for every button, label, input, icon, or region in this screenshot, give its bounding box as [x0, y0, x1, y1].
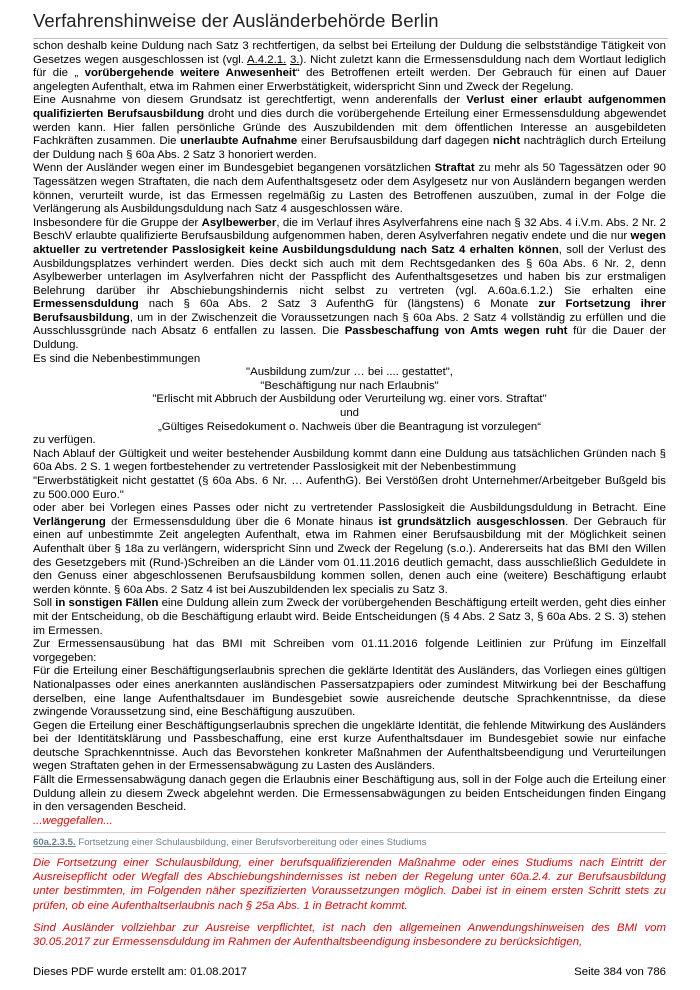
reference-link-a4[interactable]: A.4.2.1.: [247, 53, 287, 66]
bold-text: vorübergehende weitere Anwesenheit: [84, 67, 296, 80]
text: nachträglich durch Erteilung der Duldung nach § 60a Abs. 2 Satz 3 honoriert werden.: [33, 135, 666, 161]
text: droht und dies durch die vorübergehende Erteilung einer Ermessensduldung abgewendet werden kann. Hier fallen persönliche Gründe des Auszubildenden mit dem öffentlichen Interesse an ausgebildeten Fachkräften zusammen. Die: [33, 107, 666, 148]
condition-4: „Gültiges Reisedokument o. Nachweis über die Beantragung ist vorzulegen“: [157, 420, 542, 433]
bold-text: Ermessensduldung: [33, 298, 139, 311]
paragraph-8: "Erwerbstätigkeit nicht gestattet (§ 60a Abs. 6 Nr. … AufenthG). Bei Verstößen droht Unternehmer/Arbeitgeber Bußgeld bis zu 500.000 Euro.": [33, 475, 666, 501]
text: , soll der Verlust des Ausbildungsplatzes verhindert werden. Dies deckt sich auch mit dem Rechtsgedanken des § 60a Abs. 6 Nr. 2, denn Asylbewerber unterlagen im Asylverfahren nicht der Passpflicht des Aufenthaltsgesetzes und haben bis zur erstmaligen Belehrung darüber ihr Abschiebungshindernis nicht selbst zu vertreten (vgl. A.60a.6.1.2.) Sie erhalten eine: [33, 243, 666, 297]
page-title: Verfahrenshinweise der Ausländerbehörde Berlin: [33, 10, 439, 31]
text: einer Berufsausbildung darf dagegen: [297, 135, 493, 148]
paragraph-1: [33, 40, 666, 94]
bold-text: Passbeschaffung von Amts wegen ruht: [344, 325, 568, 338]
bold-text: unerlaubte Aufnahme: [180, 135, 298, 148]
text: Soll: [33, 597, 56, 610]
bold-text: zur Fortsetzung ihrer Berufsausbildung: [33, 298, 666, 324]
text: ). Nicht zuletzt kann die Ermessensduldung nach dem Wortlaut lediglich für die „: [33, 53, 666, 80]
section-number-link[interactable]: 60a.2.3.5.: [33, 837, 76, 849]
condition-2: "Beschäftigung nur nach Erlaubnis": [260, 379, 439, 392]
bold-text: Verlust einer erlaubt aufgenommen qualifizierten Berufsausbildung: [33, 94, 666, 120]
paragraph-13: Gegen die Erteilung einer Beschäftigungserlaubnis sprechen die ungeklärte Identität, die fehlende Mitwirkung des Ausländers bei der Identitätsklärung und Passbeschaffung, eine erst kurze Aufenthaltsdauer im Bundesgebiet sowie nur einfache deutsche Sprachkenntnisse. Auch das Bevorstehen konkreter Maßnahmen der Aufenthaltsbeendigung und Verurteilungen wegen Straftaten gehen in der Ermessensabwägung zu Lasten des Ausländers.: [33, 719, 666, 773]
bold-text: Asylbewerber: [201, 216, 277, 229]
text: zu mehr als 50 Tagessätzen oder 90 Tagessätzen wegen Straftaten, die nach dem Aufenthaltsgesetz oder dem Asylgesetz nur von Ausländern begangen werden können, verurteilt wurde, ist das Ermessen regelmäßig zu Lasten des Betroffenen auszuüben, zumal in der Folge die Verlängerung als Ausbildungsduldung nach Satz 4 ausgeschlossen wäre.: [33, 162, 666, 216]
text: . Der Gebrauch für einen auf unbestimmte Zeit angelegten Aufenthalt, etwa im Rahmen einer Berufsausbildung mit der Möglichkeit seinen Aufenthalt über § 18a zu verlängern, widerspricht Sinn und Zweck der Regelung (s.o.). Andererseits hat das BMI den Willen des Gesetzgebers mit (Rund-)Schreiben an die Länder vom 01.11.2016 deutlich gemacht, dass ausschließlich Geduldete in den Genuss einer abgeschlossenen Berufsausbildung kommen sollen, denen auch eine (weitere) Beschäftigung erlaubt werden könnte. § 60a Abs. 2 Satz 4 ist bei Auszubildenden lex specialis zu Satz 3.: [33, 515, 666, 596]
text: Wenn der Ausländer wegen einer im Bundesgebiet begangenen vorsätzlichen: [33, 162, 435, 175]
footer-page-number: Seite 384 von 786: [574, 966, 666, 978]
reference-link-3[interactable]: 3.: [289, 53, 300, 66]
bold-text: ist grundsätzlich ausgeschlossen: [378, 515, 566, 528]
footer-created-date: Dieses PDF wurde erstellt am: 01.08.2017: [33, 966, 247, 978]
section-title: Fortsetzung einer Schulausbildung, einer Berufsvorbereitung oder eines Studiums: [75, 837, 427, 849]
text: , um in der Zwischenzeit die Voraussetzungen nach § 60a Abs. 2 Satz 4 vollständig zu erfüllen und die Ausschlussgründe nach Absatz 6 entfallen zu lassen. Die: [33, 311, 666, 338]
paragraph-2: [33, 94, 666, 162]
text: Insbesondere für die Gruppe der: [33, 216, 202, 229]
paragraph-12: Für die Erteilung einer Beschäftigungserlaubnis sprechen die geklärte Identität des Ausländers, das Vorliegen eines gültigen Nationalpasses oder eines anerkannten ausländischen Passersatzpapiers oder zumindest Mitwirkung bei der Beschaffung derselben, eine lange Aufenthaltsdauer im Bundesgebiet sowie ausreichende deutsche Sprachkenntnisse, da diese zwingende Voraussetzung sind, eine Beschäftigung auszuüben.: [33, 665, 666, 719]
condition-1: "Ausbildung zum/zur … bei .... gestattet",: [246, 366, 453, 379]
document-body: [33, 40, 666, 949]
header-divider: [33, 38, 668, 39]
bold-text: Verlängerung: [33, 515, 106, 528]
removed-note: ...weggefallen...: [33, 814, 113, 827]
text: “ des Betroffenen erteilt werden. Der Gebrauch für einen auf Dauer angelegten Aufenthalt, etwa im Rahmen einer Erwerbstätigkeit, widerspricht Sinn und Zweck der Regelung.: [33, 67, 666, 93]
section-divider: [33, 853, 666, 854]
paragraph-9: [33, 502, 666, 597]
paragraph-11: Zur Ermessensausübung hat das BMI mit Schreiben vom 01.11.2016 folgende Leitlinien zur Prüfung im Einzelfall vorgegeben:: [33, 638, 666, 664]
condition-3: "Erlischt mit Abbruch der Ausbildung oder Verurteilung wg. einer vors. Straftat": [152, 393, 547, 406]
paragraph-4: [33, 217, 666, 353]
paragraph-14: Fällt die Ermessensabwägung danach gegen die Erlaubnis einer Beschäftigung aus, soll in der Folge auch die Erteilung einer Duldung allein zu diesem Zweck abgelehnt werden. Die Ermessensabwägungen zu beiden Entscheidungen finden Eingang in den versagenden Bescheid.: [33, 774, 666, 814]
page-header: [33, 10, 668, 39]
paragraph-3: [33, 162, 666, 216]
text: oder aber bei Vorlegen eines Passes oder nicht zu vertretender Passlosigkeit die Ausbildungsduldung in Betracht. Eine: [33, 502, 666, 515]
paragraph-6: zu verfügen.: [33, 434, 96, 447]
condition-and: und: [339, 407, 359, 420]
text: eine Duldung allein zum Zweck der vorübergehenden Beschäftigung erteilt werden, geht dies einher mit der Entscheidung, ob die Beschäftigung erlaubt wird. Beide Entscheidungen (§ 4 Abs. 2 Satz 3, § 60a Abs. 2 S. 3) stehen im Ermessen.: [33, 597, 666, 637]
bold-text: in sonstigen Fällen: [55, 597, 159, 610]
bold-text: Straftat: [434, 162, 475, 175]
text: Eine Ausnahme von diesem Grundsatz ist gerechtfertigt, wenn anderenfalls der: [33, 94, 467, 107]
text: nach § 60a Abs. 2 Satz 3 AufenthG für (längstens) 6 Monate: [138, 298, 539, 311]
text: für die Dauer der Duldung.: [33, 325, 667, 352]
paragraph-5: Es sind die Nebenbestimmungen: [33, 352, 201, 365]
paragraph-10: [33, 597, 666, 638]
red-paragraph-2: Sind Ausländer vollziehbar zur Ausreise verpflichtet, ist nach den allgemeinen Anwendungshinweisen des BMI vom 30.05.2017 zur Ermessensduldung im Rahmen der Aufenthaltsbeendigung insbesondere zu berücksichtigen,: [33, 921, 666, 949]
text: schon deshalb keine Duldung nach Satz 3 rechtfertigen, da selbst bei Erteilung der Duldung die selbstständige Tätigkeit von Gesetzes wegen ausgeschlossen ist (vgl.: [33, 40, 666, 66]
section-heading: [33, 832, 666, 854]
bold-text: nicht: [492, 135, 521, 148]
paragraph-7: Nach Ablauf der Gültigkeit und weiter bestehender Ausbildung kommt dann eine Duldung aus tatsächlichen Gründen nach § 60a Abs. 2 S. 1 wegen fortbestehender zu vertretender Passlosigkeit mit der Nebenbestimmung: [33, 447, 666, 474]
text: der Ermessensduldung über die 6 Monate hinaus: [105, 515, 379, 528]
bold-text: wegen aktueller zu vertretender Passlosigkeit keine Ausbildungsduldung nach Satz 4 erhalten können: [33, 230, 666, 256]
red-paragraph-1: Die Fortsetzung einer Schulausbildung, einer berufsqualifizierenden Maßnahme oder eines Studiums nach Eintritt der Ausreisepflicht oder Wegfall des Abschiebungshindernisses ist neben der Regelung unter 60a.2.4. zur Berufsausbildung unter bestimmten, im Folgenden näher spezifizierten Voraussetzungen möglich. Dabei ist in einem ersten Schritt stets zu prüfen, ob eine Aufenthaltserlaubnis nach § 25a Abs. 1 in Betracht kommt.: [33, 857, 666, 912]
text: , die im Verlauf ihres Asylverfahrens eine nach § 32 Abs. 4 i.V.m. Abs. 2 Nr. 2 BeschV erlaubte qualifizierte Berufsausbildung aufgenommen haben, deren Asylverfahren negativ endete und die nur: [33, 216, 666, 243]
